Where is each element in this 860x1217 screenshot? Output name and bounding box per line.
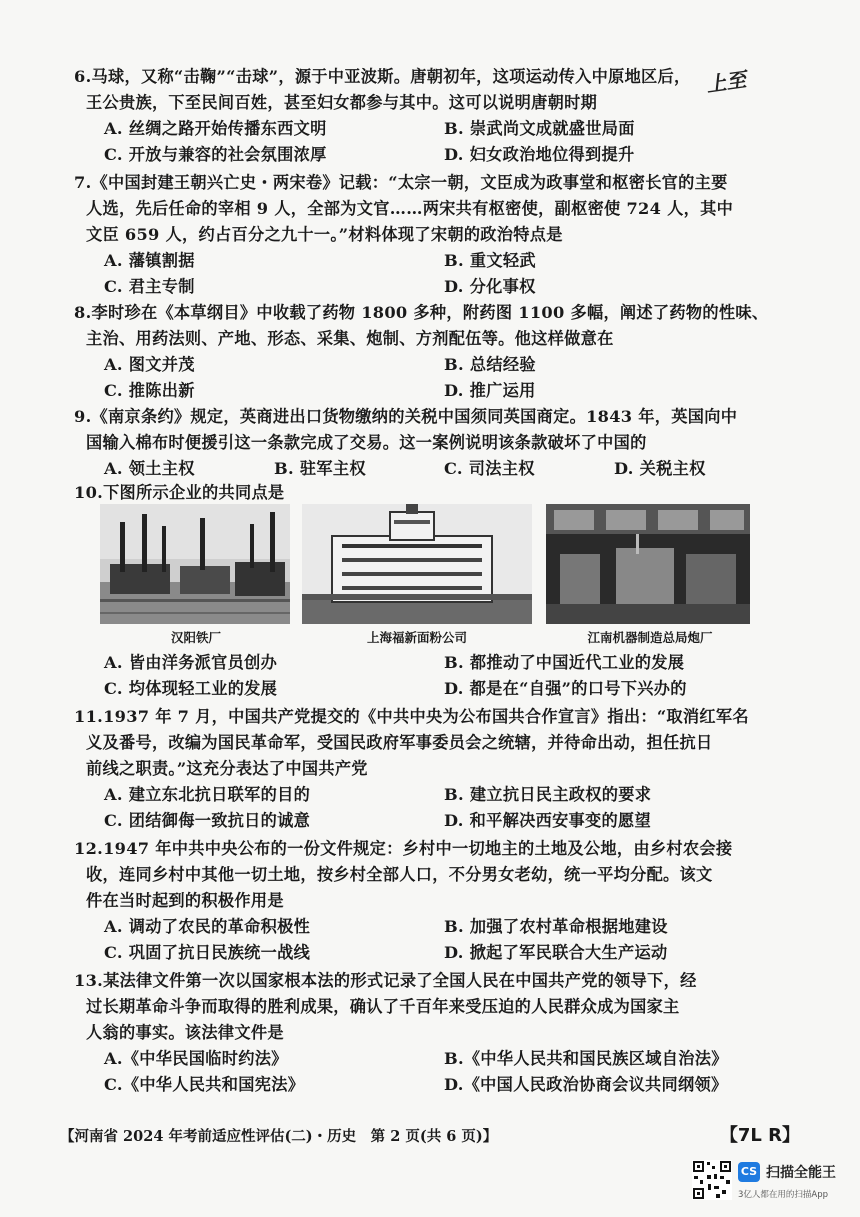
question-8 (74, 300, 774, 404)
option-a: A. 领土主权 (104, 459, 195, 478)
question-stem-cont: 义及番号，改编为国民革命军，受国民政府军事委员会之统辖，并待命出动，担任抗日 (86, 733, 713, 752)
question-9 (74, 404, 774, 482)
option-b: B. 都推动了中国近代工业的发展 (444, 653, 685, 672)
option-c: C. 君主专制 (104, 277, 195, 296)
question-stem: 某法律文件第一次以国家根本法的形式记录了全国人民在中国共产党的领导下，经 (103, 971, 697, 990)
question-10-options (74, 650, 774, 702)
option-c: C. 巩固了抗日民族统一战线 (104, 943, 311, 962)
question-stem-cont: 国输入棉布时便援引这一条款完成了交易。这一案例说明该条款破坏了中国的 (86, 433, 647, 452)
question-12 (74, 836, 774, 966)
photo-fuxin-flour-company (302, 504, 532, 624)
question-stem-cont: 主治、用药法则、产地、形态、采集、炮制、方剂配伍等。他这样做意在 (86, 329, 614, 348)
option-a: A. 藩镇割据 (104, 251, 195, 270)
option-a: A. 皆由洋务派官员创办 (104, 653, 278, 672)
question-number: 11. (74, 707, 104, 726)
option-a: A. 建立东北抗日联军的目的 (104, 785, 311, 804)
option-c: C.《中华人民共和国宪法》 (104, 1075, 305, 1094)
footer-code: 【7L R】 (719, 1125, 800, 1146)
options (74, 650, 774, 702)
options (74, 248, 774, 300)
scanner-app-name: 扫描全能王 (766, 1165, 836, 1181)
question-number: 7. (74, 173, 92, 192)
qr-code-icon (692, 1160, 732, 1200)
option-b: B. 总结经验 (444, 355, 536, 374)
option-c: C. 均体现轻工业的发展 (104, 679, 278, 698)
option-d: D. 关税主权 (614, 459, 706, 478)
option-d: D.《中国人民政治协商会议共同纲领》 (444, 1075, 728, 1094)
caption-fuxin: 上海福新面粉公司 (366, 630, 467, 645)
caption-jiangnan: 江南机器制造总局炮厂 (587, 630, 713, 645)
option-b: B. 崇武尚文成就盛世局面 (444, 119, 635, 138)
cs-logo-icon: CS (738, 1162, 760, 1182)
question-number: 6. (74, 67, 92, 86)
question-stem-cont: 人选，先后任命的宰相 9 人，全部为文官……两宋共有枢密使，副枢密使 724 人，其中 (86, 199, 734, 218)
question-number: 13. (74, 971, 104, 990)
question-number: 9. (74, 407, 92, 426)
scanner-tagline: 3亿人都在用的扫描App (738, 1190, 829, 1200)
option-c: C. 团结御侮一致抗日的诚意 (104, 811, 311, 830)
caption-hanyang: 汉阳铁厂 (170, 630, 221, 645)
photo-hanyang-ironworks (100, 504, 290, 624)
option-c: C. 司法主权 (444, 459, 535, 478)
options (74, 116, 774, 168)
question-number: 10. (74, 483, 104, 502)
option-c: C. 开放与兼容的社会氛围浓厚 (104, 145, 327, 164)
option-d: D. 掀起了军民联合大生产运动 (444, 943, 668, 962)
footer-exam-info: 【河南省 2024 年考前适应性评估(二)・历史 第 2 页(共 6 页)】 (60, 1128, 498, 1145)
option-a: A. 调动了农民的革命积极性 (104, 917, 311, 936)
options (74, 914, 774, 966)
option-d: D. 推广运用 (444, 381, 536, 400)
photo-jiangnan-arsenal (546, 504, 750, 624)
handwritten-note: 上至 (704, 67, 748, 97)
question-stem-cont: 件在当时起到的积极作用是 (86, 891, 284, 910)
question-stem: 《中国封建王朝兴亡史・两宋卷》记载：“太宗一朝，文臣成为政事堂和枢密长官的主要 (91, 173, 728, 192)
scanner-watermark (692, 1160, 852, 1206)
question-13 (74, 968, 774, 1098)
options (74, 456, 774, 482)
question-stem-cont: 王公贵族，下至民间百姓，甚至妇女都参与其中。这可以说明唐朝时期 (86, 93, 598, 112)
option-a: A. 丝绸之路开始传播东西文明 (104, 119, 327, 138)
options (74, 782, 774, 834)
photo-row (100, 504, 750, 652)
option-b: B. 驻军主权 (274, 459, 366, 478)
question-stem-cont: 收，连同乡村中其他一切土地，按乡村全部人口，不分男女老幼，统一平均分配。该文 (86, 865, 713, 884)
question-stem: 1947 年中共中央公布的一份文件规定：乡村中一切地主的土地及公地，由乡村农会接 (103, 839, 733, 858)
question-stem-cont: 前线之职责。”这充分表达了中国共产党 (86, 759, 368, 778)
question-stem: 下图所示企业的共同点是 (103, 483, 285, 502)
question-stem-cont: 过长期革命斗争而取得的胜利成果，确认了千百年来受压迫的人民群众成为国家主 (86, 997, 680, 1016)
option-b: B. 加强了农村革命根据地建设 (444, 917, 668, 936)
question-11 (74, 704, 774, 834)
option-b: B. 建立抗日民主政权的要求 (444, 785, 652, 804)
option-a: A.《中华民国临时约法》 (104, 1049, 288, 1068)
question-6 (74, 64, 774, 168)
question-stem: 李时珍在《本草纲目》中收载了药物 1800 多种，附药图 1100 多幅，阐述了药物的性味、 (91, 303, 769, 322)
option-b: B.《中华人民共和国民族区域自治法》 (444, 1049, 728, 1068)
question-stem: 马球，又称“击鞠”“击球”，源于中亚波斯。唐朝初年，这项运动传入中原地区后， (91, 67, 691, 86)
option-d: D. 和平解决西安事变的愿望 (444, 811, 651, 830)
option-d: D. 妇女政治地位得到提升 (444, 145, 635, 164)
question-stem: 《南京条约》规定，英商进出口货物缴纳的关税中国须同英国商定。1843 年，英国向中 (91, 407, 738, 426)
question-7 (74, 170, 774, 300)
option-c: C. 推陈出新 (104, 381, 195, 400)
option-d: D. 分化事权 (444, 277, 536, 296)
question-number: 12. (74, 839, 104, 858)
option-d: D. 都是在“自强”的口号下兴办的 (444, 679, 687, 698)
option-a: A. 图文并茂 (104, 355, 195, 374)
question-stem-cont: 文臣 659 人，约占百分之九十一。”材料体现了宋朝的政治特点是 (86, 225, 563, 244)
question-number: 8. (74, 303, 92, 322)
question-stem: 1937 年 7 月，中国共产党提交的《中共中央为公布国共合作宣言》指出：“取消红军名 (103, 707, 749, 726)
option-b: B. 重文轻武 (444, 251, 536, 270)
question-10 (74, 480, 774, 506)
options (74, 1046, 774, 1098)
question-stem-cont: 人翁的事实。该法律文件是 (86, 1023, 284, 1042)
options (74, 352, 774, 404)
